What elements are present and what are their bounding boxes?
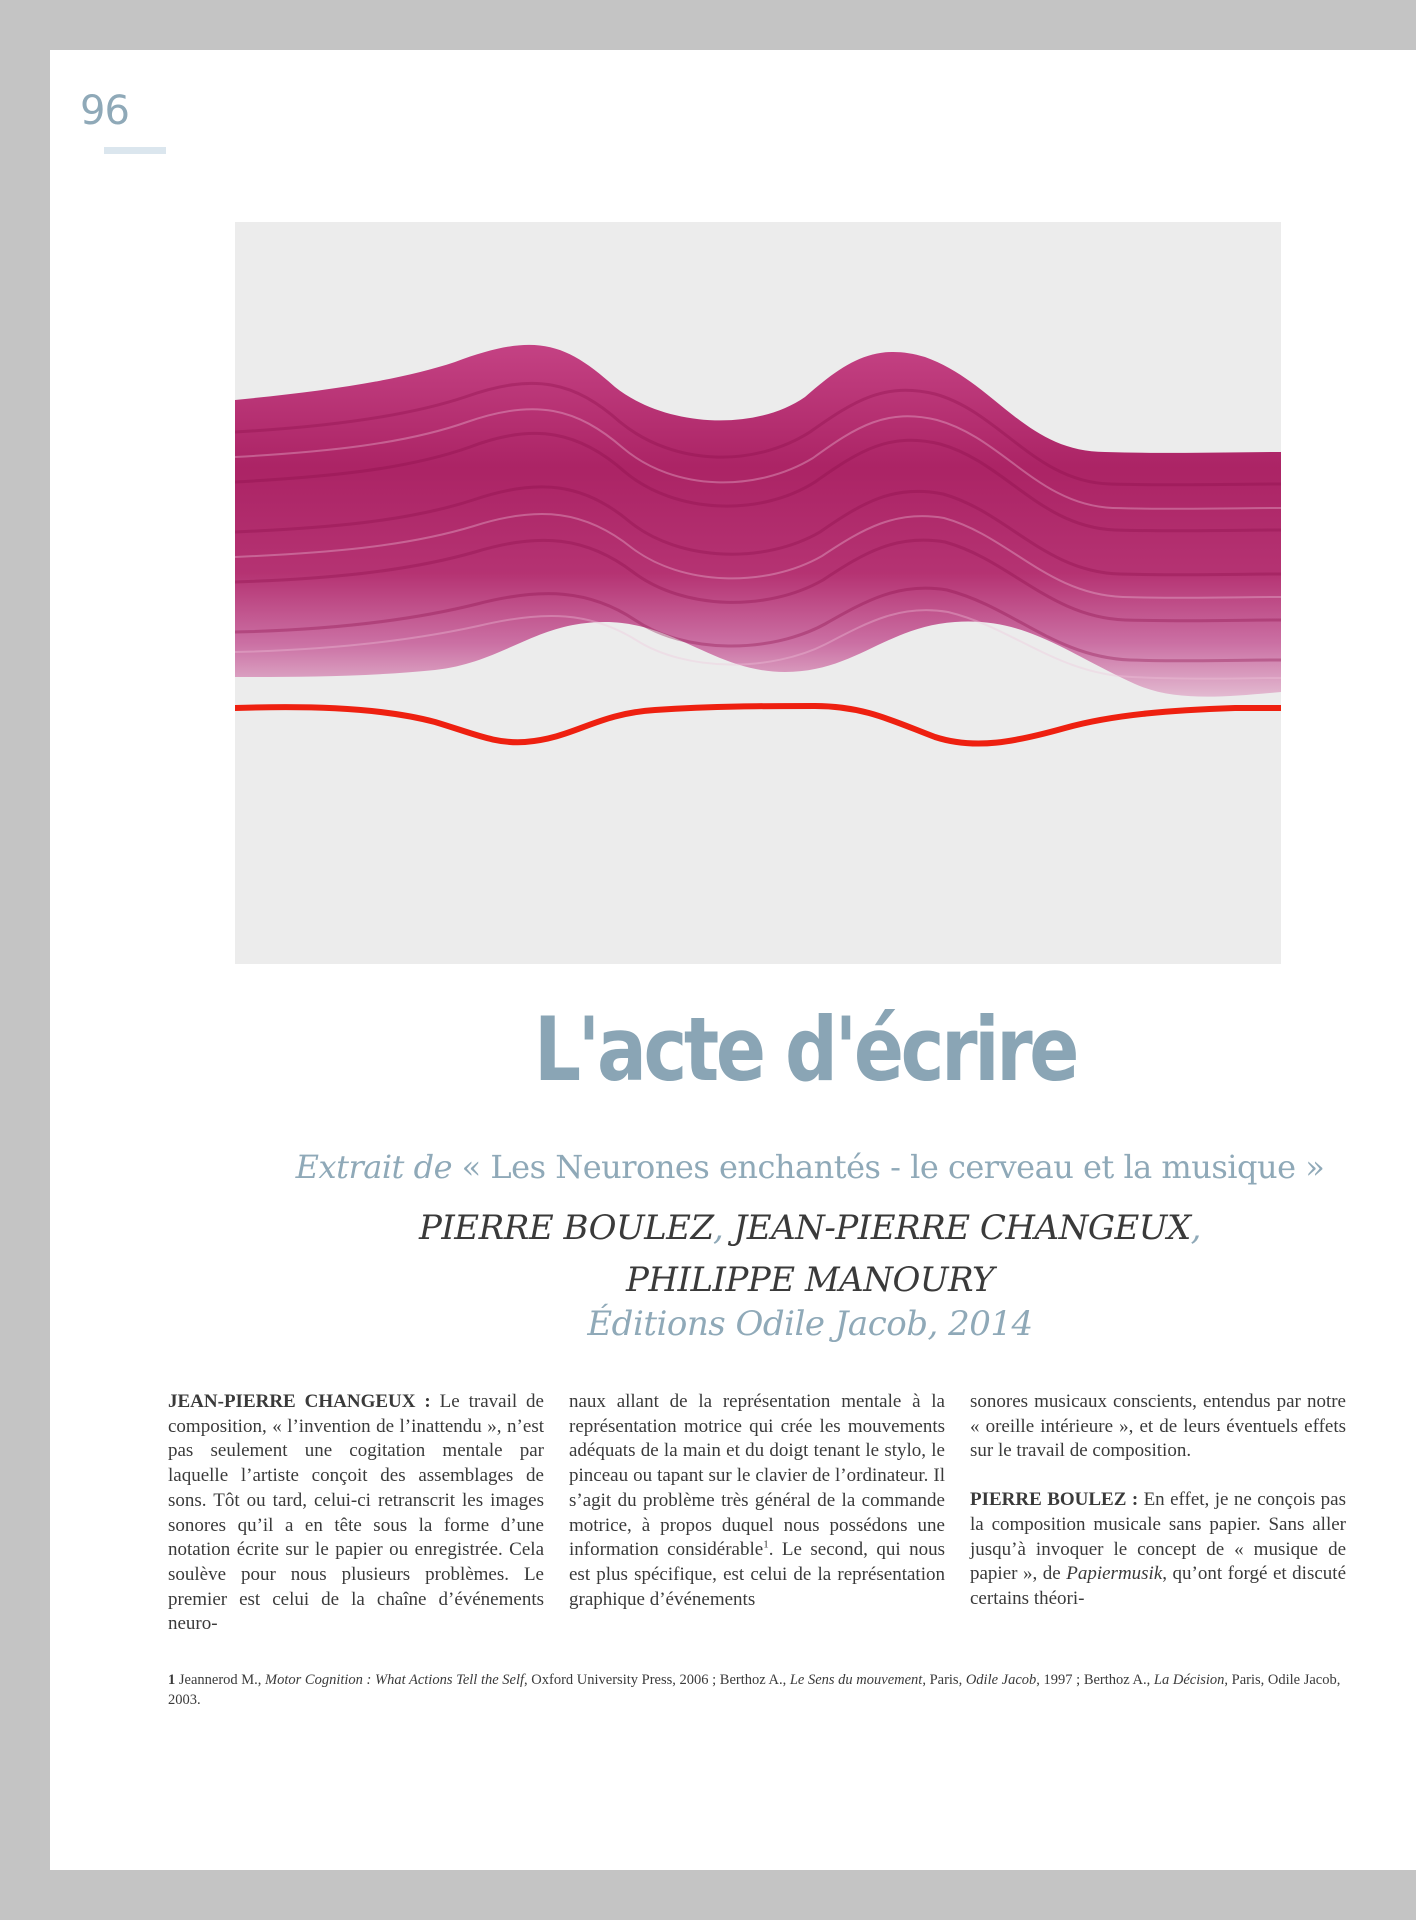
footnote-text: , 1997 ; Berthoz A., <box>1036 1672 1154 1688</box>
footnote-text: , Paris, Odile Jacob, 2003. <box>168 1672 1341 1708</box>
paragraph-text: , qu’ont forgé et discuté certains théori- <box>970 1563 1347 1609</box>
speaker-label: PIERRE BOULEZ : <box>970 1489 1139 1511</box>
page-title: L'acte d'écrire <box>533 998 1077 1101</box>
author-manoury: PHILIPPE MANOURY <box>626 1260 994 1300</box>
author-separator: , <box>1190 1208 1201 1248</box>
paragraph-text: . Le second, qui nous est plus spécifique, est celui de la représentation graphique d’événements <box>569 1539 945 1610</box>
page-number: 96 <box>80 88 129 134</box>
author-separator: , <box>713 1208 724 1248</box>
body-column-2 <box>569 1390 945 1636</box>
paragraph-italic: Papiermusik <box>1066 1563 1163 1585</box>
subtitle-book-title: « Les Neurones enchantés - le cerveau et la musique » <box>461 1148 1325 1186</box>
footnote-italic: La Décision <box>1153 1672 1225 1688</box>
paragraph-text: Le travail de composition, « l’invention de l’inattendu », n’est pas seulement une cogitation mentale par laquelle l’artiste conçoit des assemblages de sons. Tôt ou tard, celui-ci retranscrit les images sonores qu’il a en tête sous la forme d’une notation écrite sur le papier ou enregistrée. Cela soulève pour nous plusieurs problèmes. Le premier est celui de la chaîne d’événements neuro- <box>168 1391 544 1635</box>
speaker-label: JEAN-PIERRE CHANGEUX : <box>168 1391 431 1412</box>
subtitle <box>240 1148 1380 1186</box>
footnote-number: 1 <box>168 1672 176 1688</box>
body-column-3 <box>970 1390 1346 1636</box>
authors <box>240 1202 1380 1306</box>
document-page <box>50 50 1416 1870</box>
page-number-rule <box>104 147 166 154</box>
footnote-text: Jeannerod M., <box>175 1672 266 1688</box>
artwork-image <box>235 222 1281 964</box>
paragraph: sonores musicaux conscients, entendus par notre « oreille intérieure », et de leurs éventuels effets sur le travail de composition. <box>970 1391 1346 1462</box>
abstract-painting-icon <box>235 222 1281 964</box>
body-column-1 <box>168 1390 544 1661</box>
authors-line-1 <box>240 1202 1380 1254</box>
paragraph <box>970 1488 1346 1612</box>
paragraph-text: En effet, je ne conçois pas la composition musicale sans papier. Sans aller jusqu’à invoquer le concept de « musique de papier », de <box>970 1489 1346 1585</box>
footnote-text: , Oxford University Press, 2006 ; Berthoz A., <box>524 1672 790 1688</box>
footnote-italic: Le Sens du mouvement <box>789 1672 923 1688</box>
footnote-italic: Odile Jacob <box>965 1672 1037 1688</box>
footnote-reference[interactable]: 1 <box>763 1538 769 1551</box>
paragraph-text: naux allant de la représentation mentale à la représentation motrice qui crée les mouvements adéquats de la main et du doigt tenant le stylo, le pinceau ou tapant sur le clavier de l’ordinateur. Il s’agit du problème très général de la commande motrice, à propos duquel nous possédons une information considérable <box>569 1391 945 1561</box>
author-boulez: PIERRE BOULEZ <box>419 1208 714 1248</box>
title-container <box>235 998 1375 1101</box>
footnote-italic: Motor Cognition : What Actions Tell the Self <box>265 1672 525 1688</box>
subtitle-prefix: Extrait de <box>295 1148 452 1186</box>
footnote <box>168 1670 1346 1710</box>
publisher: Éditions Odile Jacob, 2014 <box>587 1304 1033 1344</box>
paragraph <box>569 1390 945 1612</box>
authors-line-2 <box>240 1254 1380 1306</box>
author-changeux: JEAN-PIERRE CHANGEUX <box>733 1208 1191 1248</box>
footnote-text: , Paris, <box>922 1672 966 1688</box>
paragraph <box>168 1390 544 1637</box>
